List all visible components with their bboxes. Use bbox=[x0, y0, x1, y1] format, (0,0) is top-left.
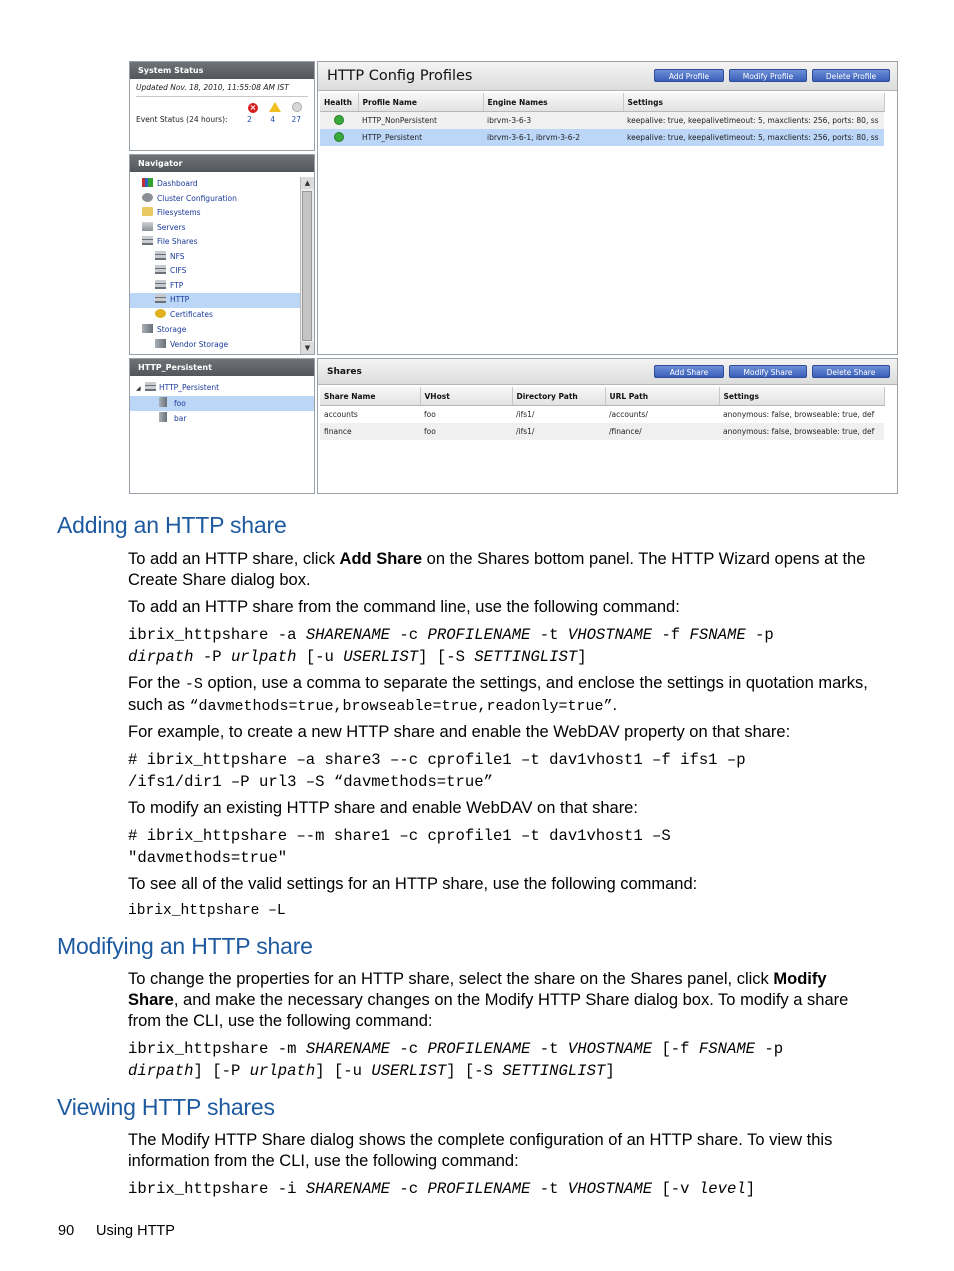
shares-table bbox=[320, 387, 885, 440]
heading-adding-http-share: Adding an HTTP share bbox=[57, 512, 287, 538]
collapse-triangle-icon[interactable]: ◢ bbox=[136, 385, 141, 392]
gear-icon bbox=[142, 193, 153, 202]
paragraph-example: For example, to create a new HTTP share and enable the WebDAV property on that share: bbox=[128, 723, 791, 741]
vhost-cell: foo bbox=[420, 423, 512, 440]
code-list-settings: ibrix_httpshare –L bbox=[128, 903, 286, 919]
settings-cell: keepalive: true, keepalivetimeout: 5, maxclients: 256, ports: 80, ss bbox=[623, 129, 884, 146]
nav-item-nfs[interactable]: NFS bbox=[155, 250, 185, 264]
table-row[interactable] bbox=[320, 423, 884, 440]
column-header-settings[interactable]: Settings bbox=[719, 387, 884, 406]
navigator-tree bbox=[130, 177, 300, 354]
code-example-modify: # ibrix_httpshare –-m share1 –c cprofile1 –t dav1vhost1 –S "davmethods=true" bbox=[128, 827, 671, 867]
shares-panel-title: Shares bbox=[327, 367, 362, 377]
paragraph-command-line: To add an HTTP share from the command line, use the following command: bbox=[128, 598, 680, 616]
nav-item-vendor-storage[interactable]: Vendor Storage bbox=[155, 338, 228, 352]
system-status-title: System Status bbox=[130, 62, 314, 79]
share-icon bbox=[155, 265, 166, 274]
scroll-down-arrow-icon[interactable]: ▼ bbox=[301, 342, 314, 354]
nav-item-ftp[interactable]: FTP bbox=[155, 279, 183, 293]
code-example-create: # ibrix_httpshare –a share3 –-c cprofile1 –t dav1vhost1 –f ifs1 –p /ifs1/dir1 –P url3 –S “davmethods=true” bbox=[128, 751, 746, 791]
profile-name-cell: HTTP_NonPersistent bbox=[358, 112, 483, 130]
paragraph-modify-share: To change the properties for an HTTP share, select the share on the Shares panel, click Modify Share, and make the necessary changes on the Modify HTTP Share dialog box. To modify a share from the CLI, use the following command: bbox=[128, 970, 849, 1030]
heading-viewing-http-shares: Viewing HTTP shares bbox=[57, 1094, 275, 1120]
settings-cell: keepalive: true, keepalivetimeout: 5, maxclients: 256, ports: 80, ss bbox=[623, 112, 884, 130]
health-ok-icon bbox=[334, 132, 344, 142]
delete-profile-button[interactable]: Delete Profile bbox=[812, 69, 890, 82]
event-status-label: Event Status (24 hours): bbox=[136, 115, 228, 124]
nav-item-cifs[interactable]: CIFS bbox=[155, 264, 186, 278]
warning-count[interactable]: 4 bbox=[270, 115, 276, 124]
vhost-cell: foo bbox=[424, 410, 436, 419]
tree-item-foo[interactable]: foo bbox=[159, 396, 186, 411]
column-header-vhost[interactable]: VHost bbox=[420, 387, 512, 406]
modify-profile-button[interactable]: Modify Profile bbox=[729, 69, 807, 82]
url-path-cell: /finance/ bbox=[605, 423, 719, 440]
navigator-title: Navigator bbox=[130, 155, 314, 172]
paragraph-settings-option: For the -S option, use a comma to separate the settings, and enclose the settings in quotation marks, such as “davmethods=true,browseable=true,readonly=true”. bbox=[128, 674, 868, 715]
share-icon bbox=[155, 294, 166, 303]
directory-icon bbox=[159, 412, 167, 422]
share-name-cell: accounts bbox=[324, 410, 358, 419]
tree-item-bar[interactable]: bar bbox=[159, 411, 186, 426]
add-share-term: Add Share bbox=[339, 550, 423, 568]
nav-item-cluster-configuration[interactable]: Cluster Configuration bbox=[142, 192, 237, 206]
warning-icon bbox=[269, 102, 281, 112]
delete-share-button[interactable]: Delete Share bbox=[812, 365, 890, 378]
storage-icon bbox=[142, 324, 153, 333]
nav-item-storage[interactable]: Storage bbox=[142, 323, 186, 337]
certificate-icon bbox=[155, 309, 166, 318]
share-tree-title: HTTP_Persistent bbox=[130, 359, 314, 376]
table-row[interactable] bbox=[320, 129, 884, 146]
error-count[interactable]: 2 bbox=[246, 115, 252, 124]
share-tree-panel bbox=[129, 358, 315, 494]
footer-chapter-title: Using HTTP bbox=[96, 1223, 175, 1239]
storage-icon bbox=[155, 339, 166, 348]
column-header-profile-name[interactable]: Profile Name bbox=[358, 93, 483, 112]
navigator-panel bbox=[129, 154, 315, 355]
code-add-share-syntax: ibrix_httpshare -a SHARENAME -c PROFILENAME -t VHOSTNAME -f FSNAME -p dirpath -P urlpath [-u USERLIST] [-S SETTINGLIST] bbox=[128, 626, 774, 666]
settings-cell: anonymous: false, browseable: true, def bbox=[723, 410, 875, 419]
share-name-cell: finance bbox=[320, 423, 420, 440]
directory-icon bbox=[159, 397, 167, 407]
dashboard-icon bbox=[142, 178, 153, 187]
paragraph-valid-settings: To see all of the valid settings for an HTTP share, use the following command: bbox=[128, 875, 698, 893]
system-status-panel bbox=[129, 61, 315, 151]
health-ok-icon bbox=[334, 115, 344, 125]
nav-item-servers[interactable]: Servers bbox=[142, 221, 186, 235]
folder-icon bbox=[142, 207, 153, 216]
code-modify-share-syntax: ibrix_httpshare -m SHARENAME -c PROFILENAME -t VHOSTNAME [-f FSNAME -p dirpath] [-P urlpath] [-u USERLIST] [-S SETTINGLIST] bbox=[128, 1040, 784, 1080]
profile-name-cell: HTTP_Persistent bbox=[358, 129, 483, 146]
column-header-health[interactable]: Health bbox=[320, 93, 358, 112]
settings-cell: anonymous: false, browseable: true, def bbox=[719, 423, 884, 440]
directory-path-cell: /ifs1/ bbox=[512, 423, 605, 440]
heading-modifying-http-share: Modifying an HTTP share bbox=[57, 933, 313, 959]
engine-names-cell: ibrvm-3-6-1, ibrvm-3-6-2 bbox=[483, 129, 623, 146]
nav-item-filesystems[interactable]: Filesystems bbox=[142, 206, 201, 220]
directory-path-cell: /ifs1/ bbox=[516, 410, 535, 419]
server-icon bbox=[142, 222, 153, 231]
nav-item-file-shares[interactable]: File Shares bbox=[142, 235, 198, 249]
navigator-scrollbar[interactable] bbox=[300, 177, 314, 354]
add-share-button[interactable]: Add Share bbox=[654, 365, 724, 378]
updated-timestamp: Updated Nov. 18, 2010, 11:55:08 AM IST bbox=[136, 83, 308, 97]
scroll-up-arrow-icon[interactable]: ▲ bbox=[301, 177, 314, 189]
column-header-directory-path[interactable]: Directory Path bbox=[512, 387, 605, 406]
tree-selection-highlight bbox=[130, 396, 314, 411]
share-icon bbox=[155, 251, 166, 260]
info-count[interactable]: 27 bbox=[291, 115, 302, 124]
share-icon bbox=[145, 382, 156, 391]
tree-root[interactable]: ◢ HTTP_Persistent bbox=[136, 383, 220, 392]
nav-item-http[interactable]: HTTP bbox=[155, 293, 189, 307]
modify-share-button[interactable]: Modify Share bbox=[729, 365, 807, 378]
column-header-engine-names[interactable]: Engine Names bbox=[483, 93, 623, 112]
paragraph-modify-existing: To modify an existing HTTP share and enable WebDAV on that share: bbox=[128, 799, 638, 817]
share-icon bbox=[155, 280, 166, 289]
share-icon bbox=[142, 236, 153, 245]
column-header-share-name[interactable]: Share Name bbox=[320, 387, 420, 406]
nav-item-certificates[interactable]: Certificates bbox=[155, 308, 213, 322]
add-profile-button[interactable]: Add Profile bbox=[654, 69, 724, 82]
table-row[interactable] bbox=[320, 112, 884, 130]
error-icon: × bbox=[249, 103, 257, 112]
code-view-share-syntax: ibrix_httpshare -i SHARENAME -c PROFILENAME -t VHOSTNAME [-v level] bbox=[128, 1180, 756, 1198]
url-path-cell: /accounts/ bbox=[609, 410, 648, 419]
nav-item-dashboard[interactable]: Dashboard bbox=[142, 177, 198, 191]
paragraph-add-share: To add an HTTP share, click Add Share on the Shares bottom panel. The HTTP Wizard opens at the Create Share dialog box. bbox=[128, 550, 866, 589]
profiles-table bbox=[320, 93, 885, 146]
http-config-profiles-panel bbox=[317, 61, 898, 355]
shares-panel bbox=[317, 358, 898, 494]
modify-share-term: Modify Share bbox=[128, 970, 827, 1009]
engine-names-cell: ibrvm-3-6-3 bbox=[483, 112, 623, 130]
page-number: 90 bbox=[58, 1223, 75, 1239]
scroll-thumb[interactable] bbox=[302, 191, 312, 341]
column-header-url-path[interactable]: URL Path bbox=[605, 387, 719, 406]
profiles-panel-title: HTTP Config Profiles bbox=[327, 68, 473, 84]
table-row[interactable] bbox=[320, 406, 884, 424]
screenshot-figure bbox=[129, 61, 898, 494]
info-icon bbox=[292, 102, 302, 112]
paragraph-view-share: The Modify HTTP Share dialog shows the complete configuration of an HTTP share. To view this information from the CLI, use the following command: bbox=[128, 1131, 833, 1170]
column-header-settings[interactable]: Settings bbox=[623, 93, 884, 112]
